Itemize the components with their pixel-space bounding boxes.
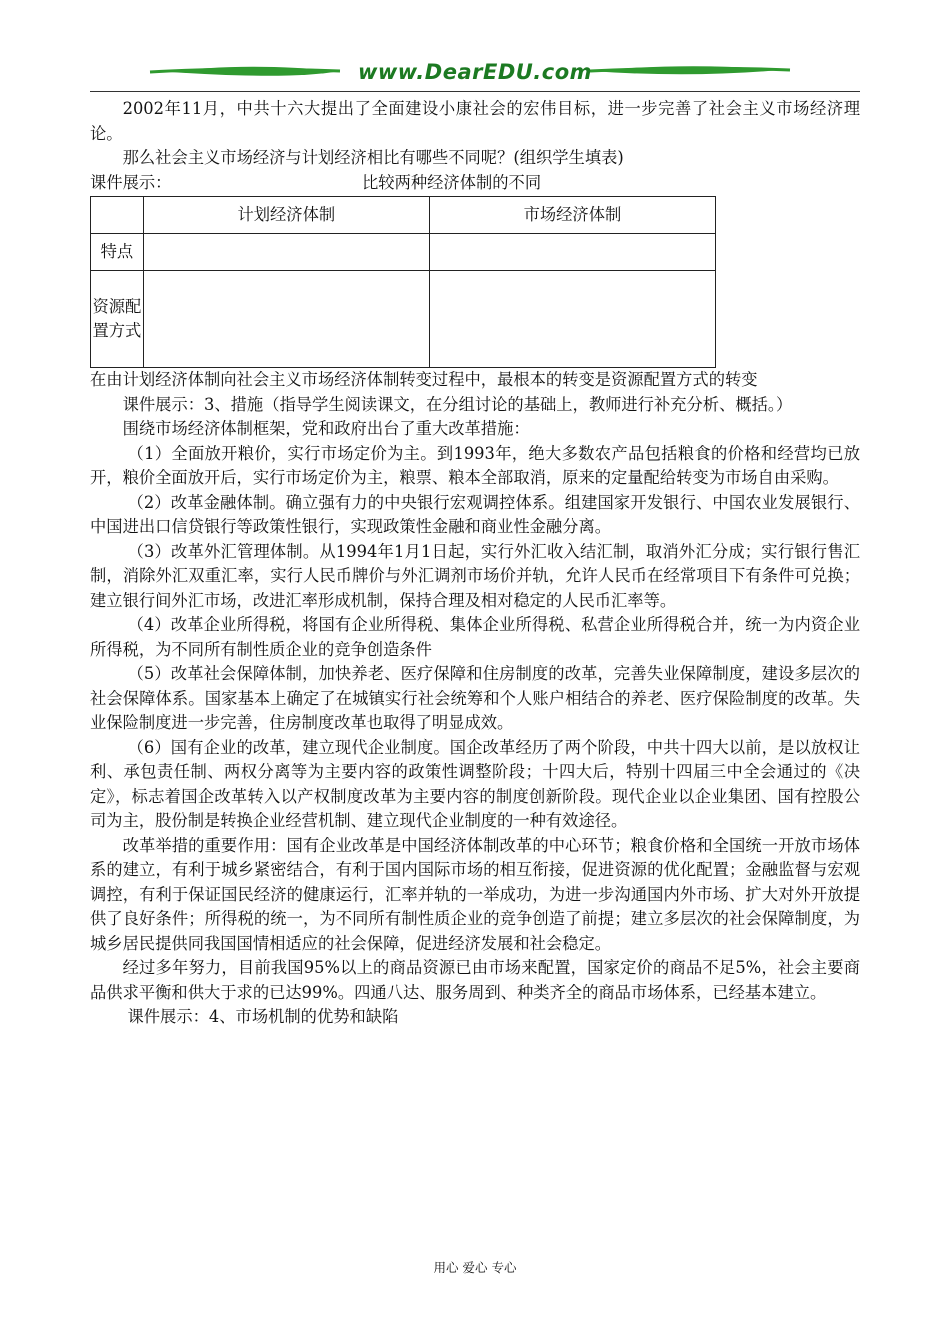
paragraph-measure-4: （4）改革企业所得税，将国有企业所得税、集体企业所得税、私营企业所得税合并，统一为内资企业所得税，为不同所有制性质企业的竞争创造条件 <box>90 615 860 659</box>
table-header-market: 市场经济体制 <box>429 197 715 234</box>
paragraph-transition: 在由计划经济体制向社会主义市场经济体制转变过程中，最根本的转变是资源配置方式的转变 <box>90 370 758 389</box>
comparison-table <box>90 196 716 368</box>
page-header <box>90 58 860 92</box>
paragraph-measures-intro: 围绕市场经济体制框架，党和政府出台了重大改革措施： <box>122 419 530 438</box>
table-cell-empty[interactable] <box>143 234 429 271</box>
header-rule <box>90 91 860 92</box>
page-footer: 用心 爱心 专心 <box>433 1260 517 1275</box>
paragraph-reform-role: 改革举措的重要作用：国有企业改革是中国经济体制改革的中心环节；粮食价格和全国统一开放市场体系的建立，有利于城乡紧密结合，有利于国内国际市场的相互衔接，促进资源的优化配置；金融监督与宏观调控，有利于保证国民经济的健康运行，汇率并轨的一举成功，为进一步沟通国内外市场、扩大对外开放提供了良好条件；所得税的统一，为不同所有制性质企业的竞争创造了前提；建立多层次的社会保障制度，为城乡居民提供同我国国情相适应的社会保障，促进经济发展和社会稳定。 <box>90 835 860 953</box>
table-header-row <box>91 197 716 234</box>
paragraph-measure-5: （5）改革社会保障体制，加快养老、医疗保障和住房制度的改革，完善失业保障制度，建设多层次的社会保障体系。国家基本上确定了在城镇实行社会统筹和个人账户相结合的养老、医疗保险制度的改革。失业保险制度进一步完善，住房制度改革也取得了明显成效。 <box>90 664 860 732</box>
table-row-label-features: 特点 <box>91 234 144 271</box>
table-cell-empty[interactable] <box>429 234 715 271</box>
document-body <box>90 97 860 1030</box>
paragraph-measure-6: （6）国有企业的改革，建立现代企业制度。国企改革经历了两个阶段，中共十四大以前，是以放权让利、承包责任制、两权分离等为主要内容的政策性调整阶段；十四大后，特别十四届三中全会通过的《决定》，标志着国企改革转入以产权制度改革为主要内容的制度创新阶段。现代企业以企业集团、国有控股公司为主，股份制是转换企业经营机制、建立现代企业制度的一种有效途径。 <box>90 737 860 830</box>
table-row-features <box>91 234 716 271</box>
paragraph-courseware-3: 课件展示：3、措施（指导学生阅读课文，在分组讨论的基础上，教师进行补充分析、概括。） <box>122 394 793 414</box>
paragraph-measure-3: （3）改革外汇管理体制。从1994年1月1日起，实行外汇收入结汇制，取消外汇分成；实行银行售汇制，消除外汇双重汇率，实行人民币牌价与外汇调剂市场价并轨，允许人民币在经常项目下有条件可兑换；建立银行间外汇市场，改进汇率形成机制，保持合理及相对稳定的人民币汇率等。 <box>90 541 860 610</box>
table-cell-empty[interactable] <box>429 271 715 368</box>
table-corner-cell <box>91 197 144 234</box>
table-row-allocation <box>91 271 716 368</box>
table-cell-empty[interactable] <box>143 271 429 368</box>
paragraph-intro: 2002年11月，中共十六大提出了全面建设小康社会的宏伟目标，进一步完善了社会主义市场经济理论。 <box>90 99 860 143</box>
table-caption-title: 比较两种经济体制的不同 <box>362 172 542 192</box>
table-caption-label: 课件展示： <box>90 172 172 192</box>
paragraph-question: 那么社会主义市场经济与计划经济相比有哪些不同呢？(组织学生填表) <box>122 148 624 167</box>
paragraph-courseware-4: 课件展示：4、市场机制的优势和缺陷 <box>127 1007 399 1026</box>
paragraph-results: 经过多年努力，目前我国95%以上的商品资源已由市场来配置，国家定价的商品不足5%，社会主要商品供求平衡和供大于求的已达99%。四通八达、服务周到、种类齐全的商品市场体系，已经基本建立。 <box>90 958 860 1002</box>
paragraph-measure-1: （1）全面放开粮价，实行市场定价为主。到1993年，绝大多数农产品包括粮食的价格和经营均已放开，粮价全面放开后，实行市场定价为主，粮票、粮本全部取消，原来的定量配给转变为市场自由采购。 <box>90 443 860 487</box>
site-logo[interactable]: www.DearEDU.com <box>357 60 593 84</box>
table-header-planned: 计划经济体制 <box>143 197 429 234</box>
table-caption <box>90 171 860 196</box>
table-row-label-allocation: 资源配置方式 <box>91 271 144 368</box>
paragraph-measure-2: （2）改革金融体制。确立强有力的中央银行宏观调控体系。组建国家开发银行、中国农业发展银行、中国进出口信贷银行等政策性银行，实现政策性金融和商业性金融分离。 <box>90 492 860 536</box>
